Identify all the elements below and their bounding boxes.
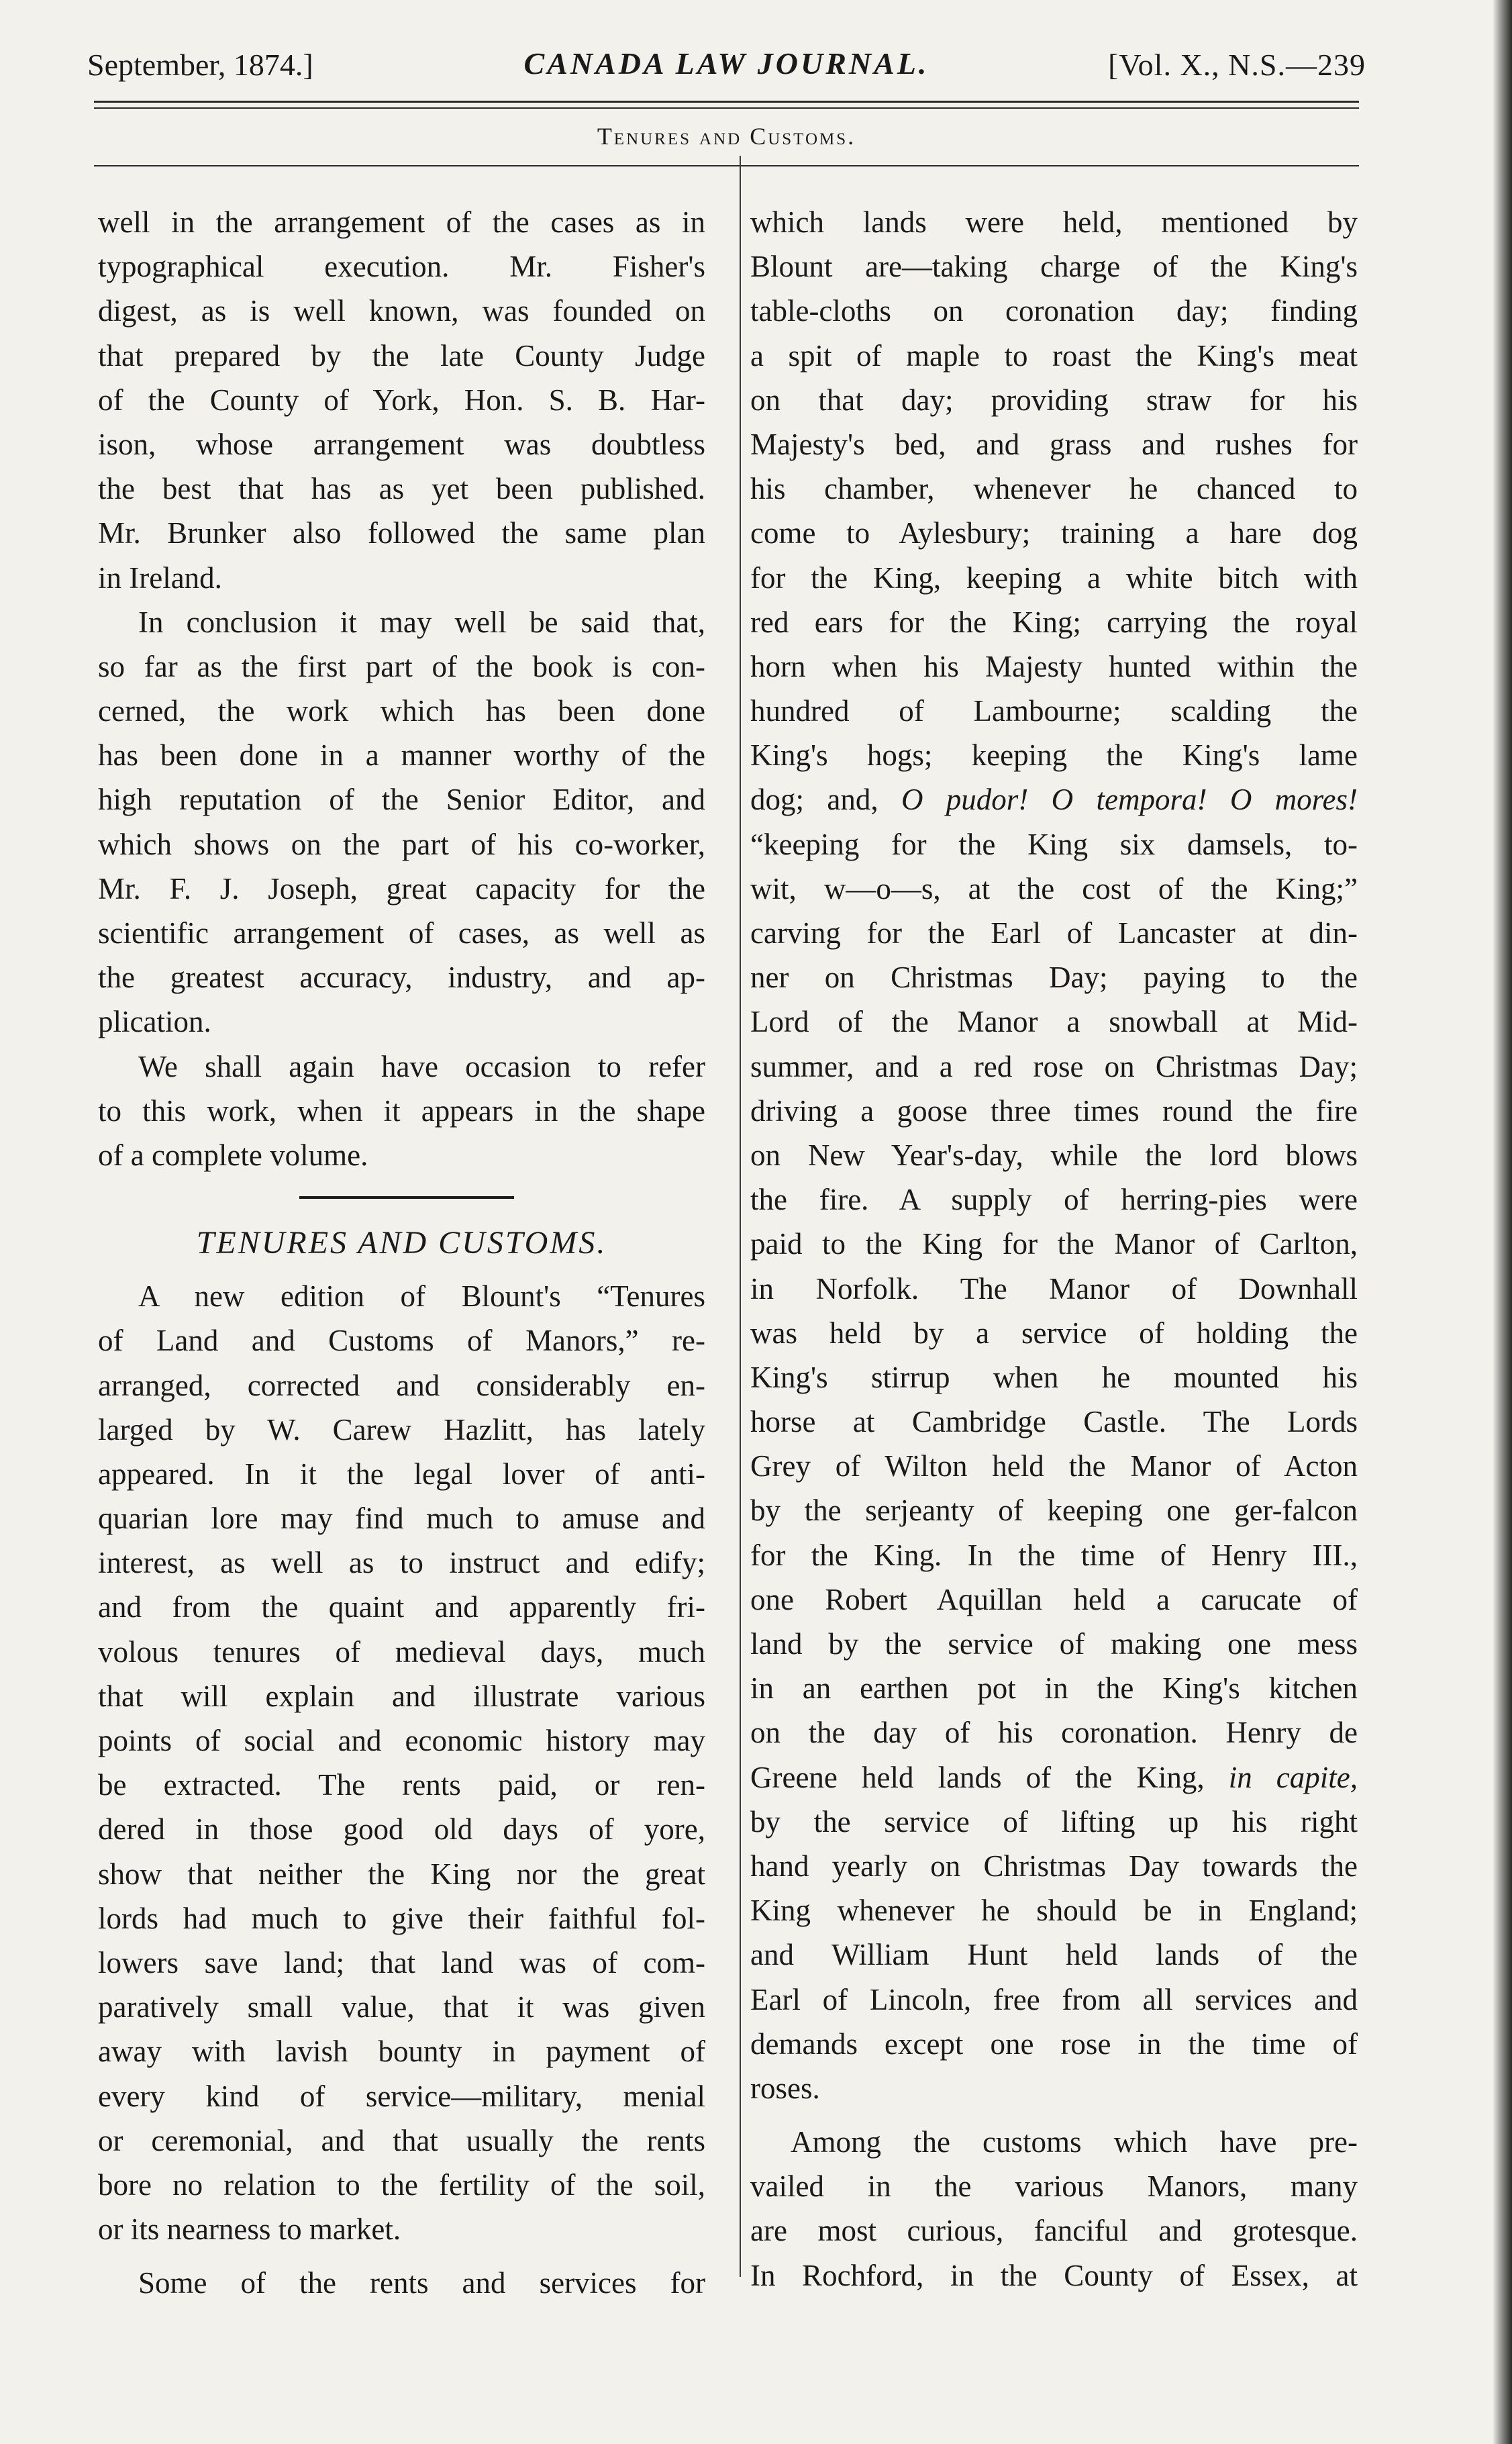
paragraph-rents-start xyxy=(98,2261,705,2305)
text-line: one Robert Aquillan held a carucate of xyxy=(750,1582,1358,1616)
text-line: digest, as is well known, was founded on xyxy=(98,294,705,328)
text-line: of a complete volume. xyxy=(98,1138,368,1172)
text-line: Among the customs which have pre- xyxy=(791,2125,1358,2159)
text-line-latin xyxy=(750,777,1358,822)
text-line: ison, whose arrangement was doubtless xyxy=(98,427,705,461)
text-line: bore no relation to the fertility of the soil, xyxy=(98,2167,705,2202)
text-line: show that neither the King nor the great xyxy=(98,1857,705,1891)
text-line: well in the arrangement of the cases as in xyxy=(98,205,705,239)
text-line: table-cloths on coronation day; finding xyxy=(750,294,1358,328)
running-title-rule xyxy=(94,165,1359,166)
text-line: King's stirrup when he mounted his xyxy=(750,1360,1358,1394)
text-line: cerned, the work which has been done xyxy=(98,694,705,728)
text-segment: dog; and, xyxy=(750,783,901,817)
text-line: the greatest accuracy, industry, and ap- xyxy=(98,961,705,995)
header-date: September, 1874.] xyxy=(87,48,313,82)
text-line: Majesty's bed, and grass and rushes for xyxy=(750,427,1358,461)
text-line: arranged, corrected and considerably en- xyxy=(98,1368,705,1402)
text-line: on New Year's-day, while the lord blows xyxy=(750,1138,1358,1172)
text-line: ner on Christmas Day; paying to the xyxy=(750,961,1358,995)
text-line: of Land and Customs of Manors,” re- xyxy=(98,1324,705,1358)
text-line: so far as the first part of the book is con- xyxy=(98,649,705,683)
text-line: be extracted. The rents paid, or ren- xyxy=(98,1768,705,1802)
text-line: driving a goose three times round the fire xyxy=(750,1093,1358,1128)
text-line: that will explain and illustrate various xyxy=(98,1679,705,1713)
running-title: Tenures and Customs. xyxy=(597,123,856,150)
header-rule-bottom xyxy=(94,107,1359,109)
text-line: vailed in the various Manors, many xyxy=(750,2169,1358,2204)
header-rule-top xyxy=(94,101,1359,103)
text-line: quarian lore may find much to amuse and xyxy=(98,1502,705,1536)
text-line: to this work, when it appears in the shape xyxy=(98,1093,705,1128)
text-line: on the day of his coronation. Henry de xyxy=(750,1716,1358,1750)
text-line: Earl of Lincoln, free from all services and xyxy=(750,1982,1358,2016)
text-line: in Ireland. xyxy=(98,560,222,595)
text-line: or ceremonial, and that usually the rents xyxy=(98,2123,705,2157)
text-line: interest, as well as to instruct and edify; xyxy=(98,1546,705,1580)
text-line: which lands were held, mentioned by xyxy=(750,205,1358,239)
text-line: Blount are—taking charge of the King's xyxy=(750,250,1358,284)
text-line: hundred of Lambourne; scalding the xyxy=(750,694,1358,728)
text-line: In conclusion it may well be said that, xyxy=(138,605,705,639)
text-line: the fire. A supply of herring-pies were xyxy=(750,1183,1358,1217)
text-line: lords had much to give their faithful fol- xyxy=(98,1901,705,1935)
text-line: by the service of lifting up his right xyxy=(750,1804,1358,1839)
text-line: King's hogs; keeping the King's lame xyxy=(750,738,1358,773)
text-line: roses. xyxy=(750,2071,820,2105)
text-line: In Rochford, in the County of Essex, at xyxy=(750,2258,1358,2292)
text-line: by the serjeanty of keeping one ger-falcon xyxy=(750,1494,1358,1528)
text-line: in an earthen pot in the King's kitchen xyxy=(750,1671,1358,1706)
text-line: lowers save land; that land was of com- xyxy=(98,1945,705,1979)
paragraph-customs xyxy=(750,2120,1358,2298)
scanned-page-edge xyxy=(1493,0,1512,2444)
text-line: horn when his Majesty hunted within the xyxy=(750,649,1358,683)
section-divider-rule xyxy=(299,1196,514,1199)
text-line: come to Aylesbury; training a hare dog xyxy=(750,516,1358,550)
text-line: volous tenures of medieval days, much xyxy=(98,1634,705,1669)
column-divider xyxy=(740,156,741,2277)
text-line: King whenever he should be in England; xyxy=(750,1894,1358,1928)
text-line: hand yearly on Christmas Day towards the xyxy=(750,1849,1358,1883)
paragraph-digest xyxy=(98,200,705,600)
text-line: red ears for the King; carrying the royal xyxy=(750,605,1358,639)
text-line: which shows on the part of his co-worker, xyxy=(98,827,705,861)
text-line: wit, w—o—s, at the cost of the King;” xyxy=(750,871,1358,906)
text-line: dered in those good old days of yore, xyxy=(98,1812,705,1847)
text-line: are most curious, fanciful and grotesque. xyxy=(750,2214,1358,2248)
text-line: A new edition of Blount's “Tenures xyxy=(138,1279,705,1314)
text-line: was held by a service of holding the xyxy=(750,1316,1358,1350)
text-line: on that day; providing straw for his xyxy=(750,383,1358,417)
text-line: land by the service of making one mess xyxy=(750,1627,1358,1661)
text-line: carving for the Earl of Lancaster at din- xyxy=(750,916,1358,950)
text-line: in Norfolk. The Manor of Downhall xyxy=(750,1271,1358,1306)
right-column xyxy=(750,200,1358,2298)
text-line: paratively small value, that it was given xyxy=(98,1990,705,2024)
text-line: points of social and economic history may xyxy=(98,1724,705,1757)
text-line: We shall again have occasion to refer xyxy=(138,1049,705,1083)
text-line: plication. xyxy=(98,1005,211,1039)
text-line: Lord of the Manor a snowball at Mid- xyxy=(750,1005,1358,1039)
text-line: Mr. Brunker also followed the same plan xyxy=(98,516,705,550)
text-line: away with lavish bounty in payment of xyxy=(98,2035,705,2069)
text-line: Mr. F. J. Joseph, great capacity for the xyxy=(98,871,705,906)
text-line: and from the quaint and apparently fri- xyxy=(98,1590,705,1624)
text-line: “keeping for the King six damsels, to- xyxy=(750,827,1358,861)
page-header xyxy=(87,40,1366,81)
latin-exclamation: O pudor! O tempora! O mores! xyxy=(901,783,1358,817)
text-line: horse at Cambridge Castle. The Lords xyxy=(750,1405,1358,1439)
text-line: the best that has as yet been published. xyxy=(98,472,705,506)
text-segment: Greene held lands of the King, xyxy=(750,1760,1229,1794)
text-line: Grey of Wilton held the Manor of Acton xyxy=(750,1449,1358,1483)
text-line: every kind of service—military, menial xyxy=(98,2079,705,2113)
paragraph-refer xyxy=(98,1044,705,1178)
header-volume-page: [Vol. X., N.S.—239 xyxy=(1108,48,1366,82)
paragraph-blount-intro xyxy=(98,1274,705,2251)
latin-in-capite: in capite, xyxy=(1228,1760,1358,1794)
text-line: high reputation of the Senior Editor, and xyxy=(98,783,705,817)
text-line: paid to the King for the Manor of Carlton, xyxy=(750,1227,1358,1261)
text-line: scientific arrangement of cases, as well as xyxy=(98,916,705,950)
text-line: appeared. In it the legal lover of anti- xyxy=(98,1457,705,1491)
text-line: has been done in a manner worthy of the xyxy=(98,738,705,773)
text-line: for the King. In the time of Henry III., xyxy=(750,1538,1358,1572)
left-column xyxy=(98,200,705,2305)
text-line: that prepared by the late County Judge xyxy=(98,338,705,373)
text-line: demands except one rose in the time of xyxy=(750,2026,1358,2061)
text-line-capite xyxy=(750,1755,1358,1800)
text-line: or its nearness to market. xyxy=(98,2212,401,2247)
text-line: and William Hunt held lands of the xyxy=(750,1938,1358,1972)
text-line: larged by W. Carew Hazlitt, has lately xyxy=(98,1412,705,1447)
paragraph-services xyxy=(750,200,1358,2110)
text-line: Some of the rents and services for xyxy=(138,2266,705,2300)
section-heading: TENURES AND CUSTOMS. xyxy=(196,1225,607,1261)
text-line: summer, and a red rose on Christmas Day; xyxy=(750,1049,1358,1083)
text-line: of the County of York, Hon. S. B. Har- xyxy=(98,383,705,417)
text-line: for the King, keeping a white bitch with xyxy=(750,560,1358,595)
text-line: typographical execution. Mr. Fisher's xyxy=(98,250,705,284)
header-journal-title: CANADA LAW JOURNAL. xyxy=(523,46,929,81)
paragraph-conclusion xyxy=(98,600,705,1044)
text-line: his chamber, whenever he chanced to xyxy=(750,472,1358,506)
text-line: a spit of maple to roast the King's meat xyxy=(750,338,1358,373)
